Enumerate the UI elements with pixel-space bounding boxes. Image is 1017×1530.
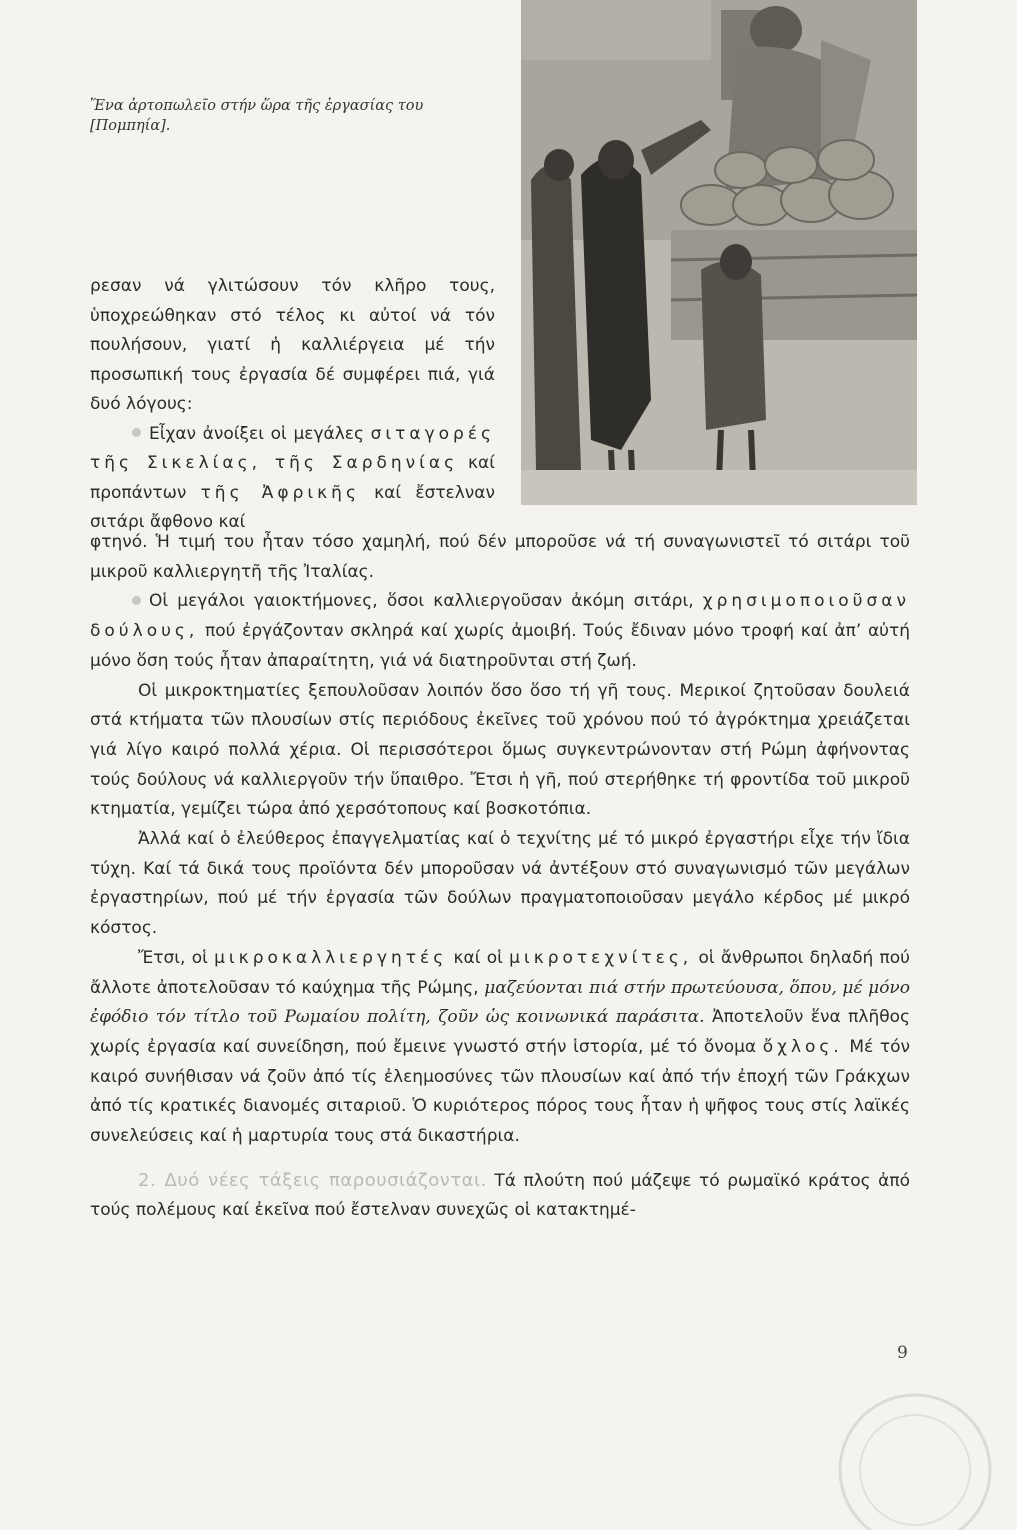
paragraph-5: Ἀλλά καί ὁ ἐλεύθερος ἐπαγγελματίας καί ὁ τεχνίτης μέ τό μικρό ἐργαστήρι εἶχε τήν ἴδια τύχη. Καί τά δικά τους προϊόντα δέν μποροῦσαν νά ἀντέξουν στό συναγωνισμό τῶν μεγάλων ἐργαστηρίων, πού μέ τήν ἐργασία τῶν δούλων πραγματοποιοῦσαν μεγάλο κέρδος μέ μικρό κόστος.: [90, 829, 910, 939]
spaced-text: σιταγορές τῆς Σικελίας, τῆς Σαρδηνίας: [90, 423, 495, 473]
text-span: Μέ τόν καιρό συνήθισαν νά ζοῦν ἀπό τίς ἐλεημοσύνες τῶν πλουσίων καί ἀπό τήν ἐποχή τῶν Γράκχων ἀπό τίς κρατικές διανομές σιταριοῦ. Ὁ κυριότερος πόρος τους ἦταν ἡ ψῆφος τους στίς λαϊκές συνελεύσεις καί ἡ μαρτυρία τους στά δικαστήρια.: [90, 1036, 911, 1147]
text-span: καί ἔστελναν σιτάρι ἄφθονο καί: [90, 482, 496, 532]
text-span: οἱ ἄνθρωποι δηλαδή πού ἄλλοτε ἀποτελοῦσαν τό καύχημα τῆς Ρώμης,: [90, 947, 910, 998]
text-span: Τά πλούτη πού μάζεψε τό ρωμαϊκό κράτος ἀπό τούς πολέμους καί ἐκεῖνα πού ἔστελναν συνεχῶς οἱ κατακτημέ-: [90, 1170, 910, 1221]
fresco-illustration: [521, 0, 917, 505]
paragraph-1: ρεσαν νά γλιτώσουν τόν κλῆρο τους, ὑποχρεώθηκαν στό τέλος κι αὐτοί νά τόν πουλήσουν, γιατί ἡ καλλιέργεια μέ τήν προσωπική τους ἐργασία δέ συμφέρει πιά, γιά δυό λόγους:: [90, 276, 495, 414]
text-column-narrow: [90, 272, 495, 538]
text-column-wide: [90, 528, 910, 1226]
paragraph-3: [90, 587, 910, 676]
text-span: Ἔτσι, οἱ: [138, 947, 215, 968]
spaced-text: ὄχλος.: [762, 1036, 843, 1057]
caption-line-2: [Πομπηία].: [90, 118, 171, 134]
section-heading: 2. Δυό νέες τάξεις παρουσιάζονται.: [138, 1169, 487, 1191]
caption-line-1: Ἕνα ἀρτοπωλεῖο στήν ὥρα τῆς ἐργασίας του: [90, 98, 424, 114]
paragraph-4: Οἱ μικροκτηματίες ξεπουλοῦσαν λοιπόν ὅσο ὅσο τή γῆ τους. Μερικοί ζητοῦσαν δουλειά στά κτήματα τῶν πλουσίων στίς περιόδους ἐκεῖνες τοῦ χρόνου πού τό ἀγρόκτημα χρειάζεται γιά λίγο καιρό πολλά χέρια. Οἱ περισσότεροι ὅμως συγκεντρώνονταν στή Ρώμη ἀφήνοντας τούς δούλους νά καλλιεργοῦν τήν ὕπαιθρο. Ἔτσι ἡ γῆ, πού στερήθηκε τή φροντίδα τοῦ μικροῦ κτηματία, γεμίζει τώρα ἀπό χερσότοπους καί βοσκοτόπια.: [90, 680, 910, 820]
library-stamp-icon: [820, 1380, 1017, 1530]
paragraph-2-start: [90, 420, 495, 538]
bullet-icon: [132, 428, 141, 437]
spaced-text: τῆς Ἀφρικῆς: [200, 482, 360, 503]
figure-caption: [90, 96, 510, 136]
page-number: 9: [897, 1343, 908, 1363]
bullet-icon: [132, 596, 141, 605]
text-span: καί προπάντων: [90, 453, 495, 503]
spaced-text: μικροτεχνίτες,: [509, 947, 693, 968]
text-span: πού ἐργάζονταν σκληρά καί χωρίς ἀμοιβή. Τούς ἔδιναν μόνο τροφή καί ἀπ’ αὐτή μόνο ὅση τούς ἦταν ἀπαραίτητη, γιά νά διατηροῦνται στή ζωή.: [90, 621, 910, 671]
spaced-text: μικροκαλλιεργητές: [214, 947, 448, 968]
paragraph-6: [90, 944, 910, 1152]
text-span: καί οἱ: [447, 947, 510, 968]
paragraph-7: [90, 1166, 910, 1226]
spaced-text: χρησιμοποιοῦσαν δούλους,: [90, 591, 910, 642]
bakery-fresco-image: [521, 0, 917, 505]
text-span: Εἶχαν ἀνοίξει οἱ μεγάλες: [149, 423, 371, 444]
text-span: Ἀποτελοῦν ἕνα πλῆθος χωρίς ἐργασία καί συνείδηση, πού ἔμεινε γνωστό στήν ἱστορία, μέ τό ὄνομα: [90, 1007, 910, 1057]
text-span: Οἱ μεγάλοι γαιοκτήμονες, ὅσοι καλλιεργοῦσαν ἀκόμη σιτάρι,: [149, 591, 703, 612]
italic-text: μαζεύονται πιά στήν πρωτεύουσα, ὅπου, μέ μόνο ἐφόδιο τόν τίτλο τοῦ Ρωμαίου πολίτη, ζοῦν ὡς κοινωνικά παράσιτα.: [90, 977, 910, 1028]
paragraph-2-cont: φτηνό. Ἡ τιμή του ἦταν τόσο χαμηλή, πού δέν μποροῦσε νά τή συναγωνιστεῖ τό σιτάρι τοῦ μικροῦ καλλιεργητῆ τῆς Ἰταλίας.: [90, 532, 910, 582]
